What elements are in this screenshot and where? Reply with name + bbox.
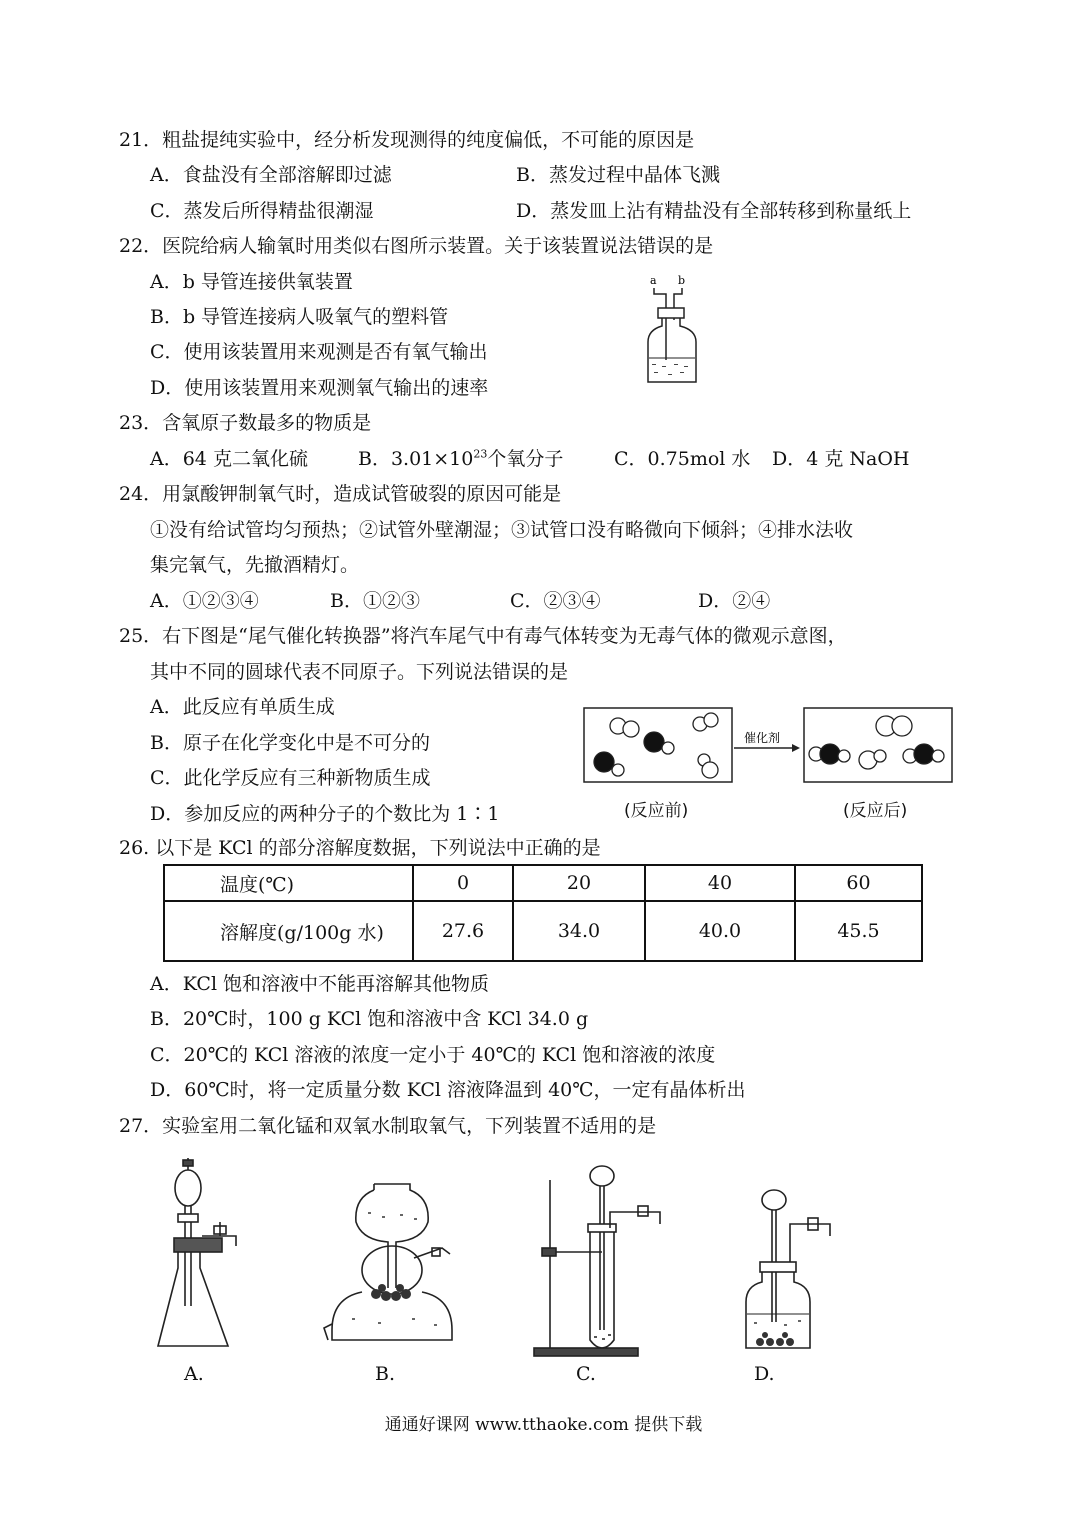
q26-option-c: C．20℃的 KCl 溶液的浓度一定小于 40℃的 KCl 饱和溶液的浓度	[150, 1044, 716, 1066]
q21-option-b: B．蒸发过程中晶体飞溅	[516, 164, 720, 186]
q24-stem: 24．用氯酸钾制氧气时，造成试管破裂的原因可能是	[119, 483, 562, 505]
reaction-micro-diagram	[582, 706, 954, 786]
apparatus-c-test-tube-on-stand	[530, 1160, 670, 1360]
apparatus-c-label: C.	[576, 1363, 596, 1385]
table-cell: 60	[795, 865, 922, 901]
q25-option-d: D．参加反应的两种分子的个数比为 1∶1	[150, 803, 500, 825]
table-cell: 0	[413, 865, 513, 901]
q22-option-b: B．b 导管连接病人吸氧气的塑料管	[150, 306, 449, 328]
q22-option-c: C．使用该装置用来观测是否有氧气输出	[150, 341, 488, 363]
q21-option-c: C．蒸发后所得精盐很潮湿	[150, 200, 374, 222]
tube-a-label: a	[650, 274, 657, 287]
q26-option-d: D．60℃时，将一定质量分数 KCl 溶液降温到 40℃，一定有晶体析出	[150, 1079, 746, 1101]
q26-stem: 26. 以下是 KCl 的部分溶解度数据，下列说法中正确的是	[119, 837, 601, 859]
q24-option-a: A．①②③④	[150, 590, 259, 612]
q26-option-b: B．20℃时，100 g KCl 饱和溶液中含 KCl 34.0 g	[150, 1008, 589, 1030]
table-cell: 34.0	[513, 901, 645, 961]
apparatus-a-conical-flask	[150, 1156, 250, 1356]
q22-option-d: D．使用该装置用来观测氧气输出的速率	[150, 377, 489, 399]
oxygen-humidifier-bottle-diagram	[640, 270, 720, 390]
page-footer: 通通好课网 www.tthaoke.com 提供下载	[384, 1415, 703, 1435]
q27-stem: 27．实验室用二氧化锰和双氧水制取氧气，下列装置不适用的是	[119, 1115, 657, 1137]
table-row	[164, 901, 922, 961]
q24-text-line2: 集完氧气，先撤酒精灯。	[150, 554, 360, 576]
q21-option-a: A．食盐没有全部溶解即过滤	[150, 164, 392, 186]
q24-option-b: B．①②③	[330, 590, 420, 612]
q21-option-d: D．蒸发皿上沾有精盐没有全部转移到称量纸上	[516, 200, 912, 222]
apparatus-d-bottle-with-funnel	[740, 1186, 850, 1358]
q23-option-b: B．$3.01\times 10^{23}$个氧分子	[358, 447, 564, 470]
after-reaction-caption: (反应后)	[843, 801, 908, 821]
catalyst-label: 催化剂	[744, 731, 781, 745]
q23-option-d: D．4 克 NaOH	[772, 448, 910, 470]
table-row	[164, 865, 922, 901]
kcl-solubility-table	[163, 864, 923, 962]
table-cell: 45.5	[795, 901, 922, 961]
q21-stem: 21．粗盐提纯实验中，经分析发现测得的纯度偏低，不可能的原因是	[119, 129, 695, 151]
table-cell: 溶解度(g/100g 水)	[164, 901, 413, 961]
q24-option-d: D．②④	[698, 590, 771, 612]
table-cell: 温度(℃)	[164, 865, 413, 901]
q25-stem-line2: 其中不同的圆球代表不同原子。下列说法错误的是	[150, 661, 569, 683]
tube-b-label: b	[678, 274, 686, 287]
apparatus-a-label: A.	[184, 1363, 204, 1385]
table-cell: 40.0	[645, 901, 795, 961]
table-cell: 20	[513, 865, 645, 901]
apparatus-d-label: D.	[754, 1363, 775, 1385]
q25-stem-line1: 25．右下图是“尾气催化转换器”将汽车尾气中有毒气体转变为无毒气体的微观示意图，	[119, 625, 847, 647]
before-reaction-caption: (反应前)	[624, 801, 689, 821]
q25-option-a: A．此反应有单质生成	[150, 696, 335, 718]
apparatus-b-label: B.	[375, 1363, 396, 1385]
q22-option-a: A．b 导管连接供氧装置	[150, 271, 353, 293]
q22-stem: 22．医院给病人输氧时用类似右图所示装置。关于该装置说法错误的是	[119, 235, 714, 257]
q26-option-a: A．KCl 饱和溶液中不能再溶解其他物质	[150, 973, 490, 995]
q23-option-a: A．64 克二氧化硫	[150, 448, 308, 470]
q25-option-c: C．此化学反应有三种新物质生成	[150, 767, 431, 789]
q25-option-b: B．原子在化学变化中是不可分的	[150, 732, 430, 754]
q24-text-line1: ①没有给试管均匀预热；②试管外壁潮湿；③试管口没有略微向下倾斜；④排水法收	[150, 519, 854, 541]
q23-stem: 23．含氧原子数最多的物质是	[119, 412, 372, 434]
q23-option-c: C．0.75mol 水	[614, 448, 751, 470]
apparatus-b-kipp-generator	[322, 1178, 472, 1358]
table-cell: 40	[645, 865, 795, 901]
q24-option-c: C．②③④	[510, 590, 601, 612]
table-cell: 27.6	[413, 901, 513, 961]
